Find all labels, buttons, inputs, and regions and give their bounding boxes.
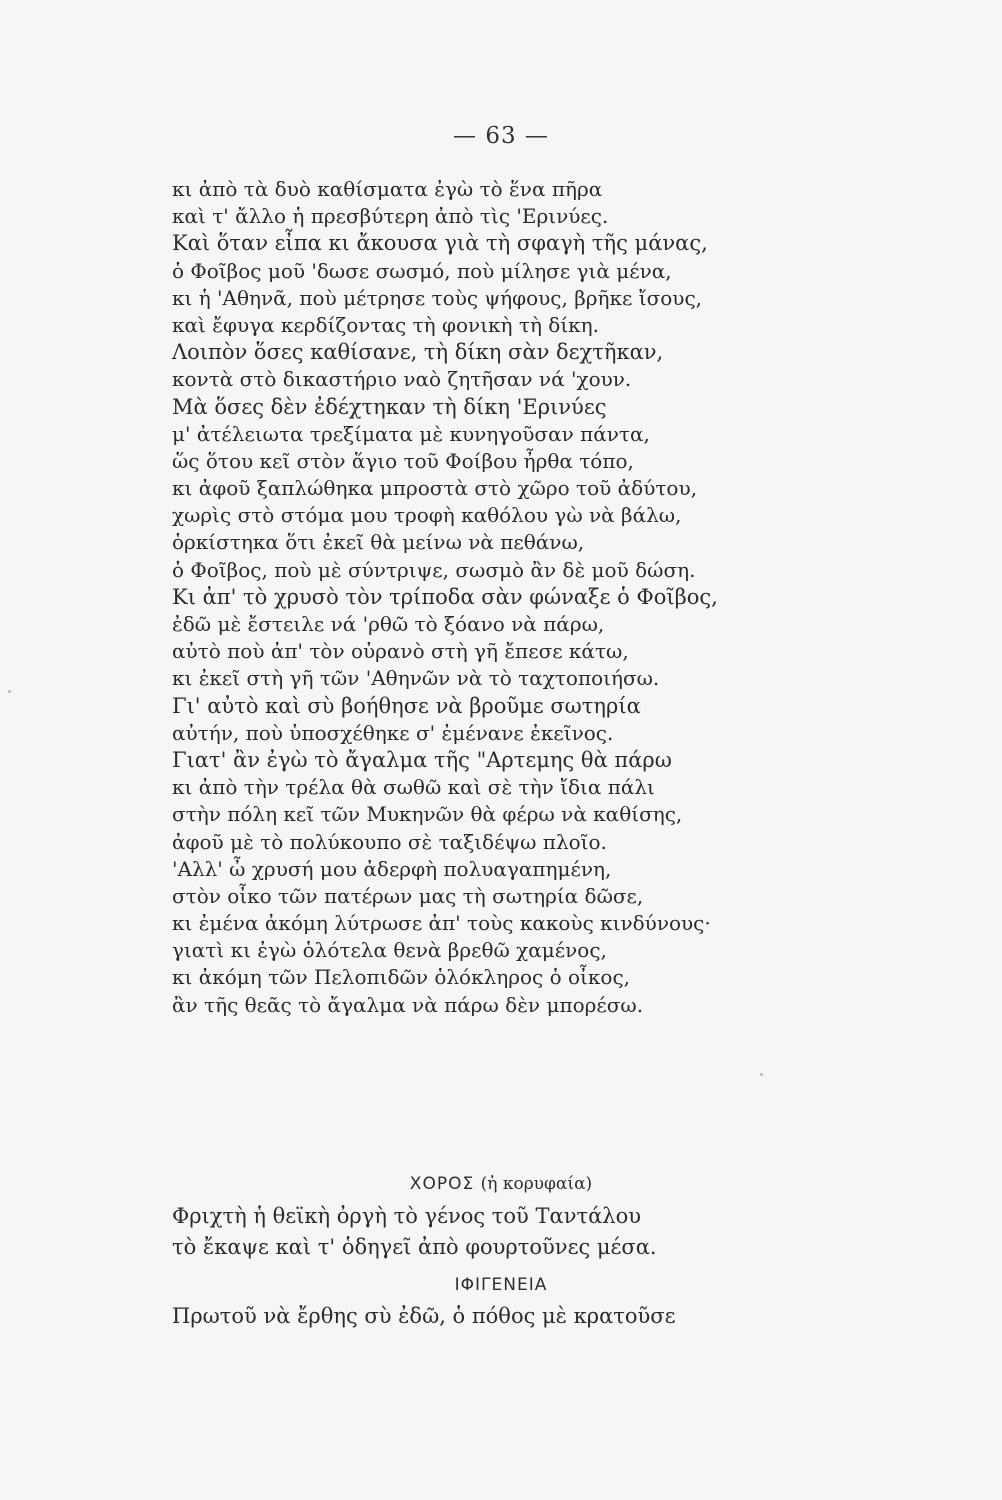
chorus-line: Φριχτὴ ἡ θεϊκὴ ὀργὴ τὸ γένος τοῦ Ταντάλου xyxy=(172,1204,641,1228)
verse-line: Γιατ' ἂν ἐγὼ τὸ ἄγαλμα τῆς "Αρτεμης θὰ πάρω xyxy=(172,747,672,772)
verse-line: καὶ ἔφυγα κερδίζοντας τὴ φονικὴ τὴ δίκη. xyxy=(172,312,600,337)
verse-line: χωρὶς στὸ στόμα μου τροφὴ καθόλου γὼ νὰ βάλω, xyxy=(172,503,682,528)
paper-speck xyxy=(760,1073,763,1076)
verse-line: ὥς ὅτου κεῖ στὸν ἅγιο τοῦ Φοίβου ἦρθα τόπο, xyxy=(172,448,634,473)
speaker-heading-iphigenia xyxy=(0,1275,1002,1295)
verse-line: κι ἐκεῖ στὴ γῆ τῶν 'Αθηνῶν νὰ τὸ ταχτοποιήσω. xyxy=(172,666,660,691)
verse-line: ἂν τῆς θεᾶς τὸ ἄγαλμα νὰ πάρω δὲν μπορέσω. xyxy=(172,992,644,1017)
verse-line: ὁ Φοῖβος, ποὺ μὲ σύντριψε, σωσμὸ ἂν δὲ μοῦ δώση. xyxy=(172,557,696,582)
verse-line: γιατὶ κι ἐγὼ ὁλότελα θενὰ βρεθῶ χαμένος, xyxy=(172,938,607,963)
verse-line: μ' ἀτέλειωτα τρεξίματα μὲ κυνηγοῦσαν πάντα, xyxy=(172,421,650,446)
speaker-heading-chorus xyxy=(0,1174,1002,1194)
verse-line: στὸν οἶκο τῶν πατέρων μας τὴ σωτηρία δῶσε, xyxy=(172,883,644,908)
iphigenia-line: Πρωτοῦ νὰ ἔρθης σὺ ἐδῶ, ὁ πόθος μὲ κρατοῦσε xyxy=(172,1304,676,1328)
iphigenia-lines xyxy=(172,1301,812,1332)
verse-line: κι ἀπὸ τὴν τρέλα θὰ σωθῶ καὶ σὲ τὴν ἴδια πάλι xyxy=(172,775,655,800)
verse-line: κι ἡ 'Αθηνᾶ, ποὺ μέτρησε τοὺς ψήφους, βρῆκε ἴσους, xyxy=(172,285,702,310)
speaker-name: ΧΟΡΟΣ xyxy=(409,1174,475,1194)
verse-line: καὶ τ' ἄλλο ἡ πρεσβύτερη ἀπὸ τὶς 'Ερινύες. xyxy=(172,204,609,229)
verse-line: Γι' αὐτὸ καὶ σὺ βοήθησε νὰ βροῦμε σωτηρία xyxy=(172,693,641,718)
verse-line: 'Αλλ' ὦ χρυσή μου ἀδερφὴ πολυαγαπημένη, xyxy=(172,856,612,881)
verse-line: κι ἐμένα ἀκόμη λύτρωσε ἀπ' τοὺς κακοὺς κινδύνους· xyxy=(172,911,711,936)
verse-line: κοντὰ στὸ δικαστήριο ναὸ ζητῆσαν νά 'χουν. xyxy=(172,367,632,392)
chorus-lines xyxy=(172,1201,812,1263)
page-number: — 63 — xyxy=(453,123,549,149)
verse-line: Καὶ ὅταν εἶπα κι ἄκουσα γιὰ τὴ σφαγὴ τῆς μάνας, xyxy=(172,231,708,256)
verse-line: ὁ Φοῖβος μοῦ 'δωσε σωσμό, ποὺ μίλησε γιὰ μένα, xyxy=(172,258,672,283)
verse-block xyxy=(172,176,812,1019)
verse-line: Λοιπὸν ὅσες καθίσανε, τὴ δίκη σὰν δεχτῆκαν, xyxy=(172,340,664,365)
verse-line: ἐδῶ μὲ ἔστειλε νά 'ρθῶ τὸ ξόανο νὰ πάρω, xyxy=(172,612,605,636)
speaker-note: (ἡ κορυφαία) xyxy=(480,1174,593,1194)
chorus-line: τὸ ἔκαψε καὶ τ' ὁδηγεῖ ἀπὸ φουρτοῦνες μέσα. xyxy=(172,1235,657,1259)
verse-line: ὁρκίστηκα ὅτι ἐκεῖ θὰ μείνω νὰ πεθάνω, xyxy=(172,530,585,555)
verse-line: στὴν πόλη κεῖ τῶν Μυκηνῶν θὰ φέρω νὰ καθίσης, xyxy=(172,802,683,827)
speaker-name: ΙΦΙΓΕΝΕΙΑ xyxy=(454,1275,548,1295)
verse-line: αὐτήν, ποὺ ὑποσχέθηκε σ' ἐμένανε ἐκεῖνος. xyxy=(172,720,614,745)
verse-line: αὐτὸ ποὺ ἀπ' τὸν οὐρανὸ στὴ γῆ ἔπεσε κάτω, xyxy=(172,639,629,664)
verse-line: Κι ἀπ' τὸ χρυσὸ τὸν τρίποδα σὰν φώναξε ὁ Φοῖβος, xyxy=(172,584,718,609)
verse-line: Μὰ ὅσες δὲν ἐδέχτηκαν τὴ δίκη 'Ερινύες xyxy=(172,394,607,419)
paper-speck xyxy=(8,690,11,693)
verse-line: κι ἀφοῦ ξαπλώθηκα μπροστὰ στὸ χῶρο τοῦ ἀδύτου, xyxy=(172,476,697,501)
verse-line: κι ἀπὸ τὰ δυὸ καθίσματα ἐγὼ τὸ ἕνα πῆρα xyxy=(172,177,603,201)
verse-line: ἀφοῦ μὲ τὸ πολύκουπο σὲ ταξιδέψω πλοῖο. xyxy=(172,829,607,854)
verse-line: κι ἀκόμη τῶν Πελοπιδῶν ὁλόκληρος ὁ οἶκος, xyxy=(172,965,630,990)
